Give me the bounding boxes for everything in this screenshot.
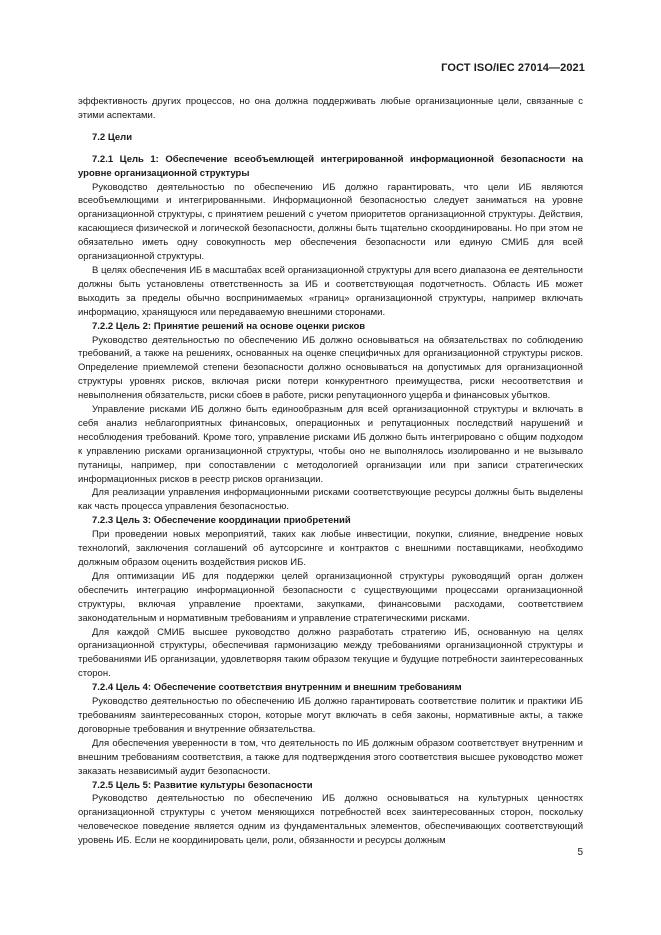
paragraph: Руководство деятельностью по обеспечению ИБ должно гарантировать, что цели ИБ являются всеобъемлющими и интегрированными. Информационной безопасностью следует заниматься на уровне организационной структуры, с принятием решений с учетом приоритетов организационной структуры. Действия, касающиеся физической и логической безопасности, должны быть тщательно скоординированы. Но при этом не обязательно иметь одну совокупность мер обеспечения безопасности или единую СМИБ для всей организационной структуры. — [78, 181, 583, 263]
document-code-header: ГОСТ ISO/IEC 27014—2021 — [441, 62, 585, 74]
subsection-heading: 7.2.2 Цель 2: Принятие решений на основе оценки рисков — [92, 320, 366, 332]
paragraph: Для реализации управления информационными рисками соответствующие ресурсы должны быть выделены как часть процесса управления безопасностью. — [78, 487, 583, 513]
paragraph: эффективность других процессов, но она должна поддерживать любые организационные цели, связанные с этими аспектами. — [78, 96, 583, 121]
subsection-heading: 7.2.1 Цель 1: Обеспечение всеобъемлющей интегрированной информационной безопасности на уровне организационной структуры — [78, 153, 583, 179]
document-body — [78, 95, 583, 848]
subsection-heading: 7.2.4 Цель 4: Обеспечение соответствия внутренним и внешним требованиям — [92, 682, 462, 694]
paragraph: Для оптимизации ИБ для поддержки целей организационной структуры руководящий орган должен обеспечить интеграцию информационной безопасности с существующими процессами организационной структуры, включая управление проектами, закупками, финансовыми расходами, соответствием законодательным и нормативным требованиям и управление стратегическими рисками. — [78, 570, 583, 624]
paragraph: В целях обеспечения ИБ в масштабах всей организационной структуры для всего диапазона ее деятельности должны быть установлены ответственность за ИБ и соответствующая подотчетность. Область ИБ может выходить за пределы обычно воспринимаемых «границ» организационной структуры, например включать информацию, хранящуюся или передаваемую внешними сторонами. — [78, 264, 583, 318]
paragraph: При проведении новых мероприятий, таких как любые инвестиции, покупки, слияние, внедрение новых технологий, заключения соглашений об аутсорсинге и контрактов с внешними поставщиками, необходимо должным образом оценить воздействия рисков ИБ. — [78, 529, 583, 568]
paragraph: Для каждой СМИБ высшее руководство должно разработать стратегию ИБ, основанную на целях организационной структуры, обеспечивая гармонизацию между требованиями организационной структуры и требованиями ИБ организации, удовлетворяя таким образом текущие и будущие потребности заинтересованных сторон. — [78, 626, 583, 680]
paragraph: Управление рисками ИБ должно быть единообразным для всей организационной структуры и включать в себя анализ неблагоприятных финансовых, операционных и репутационных последствий нарушений и несоблюдения требований. Кроме того, управление рисками ИБ должно быть интегрировано с общим подходом к управлению рисками организационной структуры, чтобы оно не выполнялось изолированно и не вызывало путаницы, например, при сопоставлении с методологией организации или при записи стратегических информационных рисков в реестр рисков организации. — [78, 404, 583, 485]
subsection-heading: 7.2.3 Цель 3: Обеспечение координации приобретений — [92, 515, 351, 527]
page-number: 5 — [577, 847, 583, 858]
section-heading: 7.2 Цели — [92, 131, 133, 143]
paragraph: Для обеспечения уверенности в том, что деятельность по ИБ должным образом соответствует внутренним и внешним требованиям соответствия, а также для подтверждения этого соответствия высшее руководство может заказать независимый аудит безопасности. — [78, 737, 583, 777]
paragraph: Руководство деятельностью по обеспечению ИБ должно основываться на обязательствах по соблюдению требований, а также на решениях, основанных на оценке специфичных для организационной структуры рисков. Определение приемлемой степени безопасности должно основываться на допустимых для организационной структуры уровнях рисков, включая риски потери конкурентного преимущества, риски несоответствия и невыполнения обязательств, риски сбоев в работе, риски репутационного ущерба и финансовых убытков. — [78, 334, 583, 402]
paragraph: Руководство деятельностью по обеспечению ИБ должно гарантировать соответствие политик и практики ИБ требованиям заинтересованных сторон, которые могут включать в себя законы, нормативные акты, а также договорные требования и внутренние обязательства. — [78, 696, 583, 735]
subsection-heading: 7.2.5 Цель 5: Развитие культуры безопасности — [92, 779, 313, 791]
paragraph: Руководство деятельностью по обеспечению ИБ должно основываться на культурных ценностях организационной структуры с учетом меняющихся потребностей всех заинтересованных сторон, поскольку человеческое поведение является одним из фундаментальных элементов, обеспечивающих соответствующий уровень ИБ. Если не координировать цели, роли, обязанности и ресурсы должным — [78, 793, 583, 847]
